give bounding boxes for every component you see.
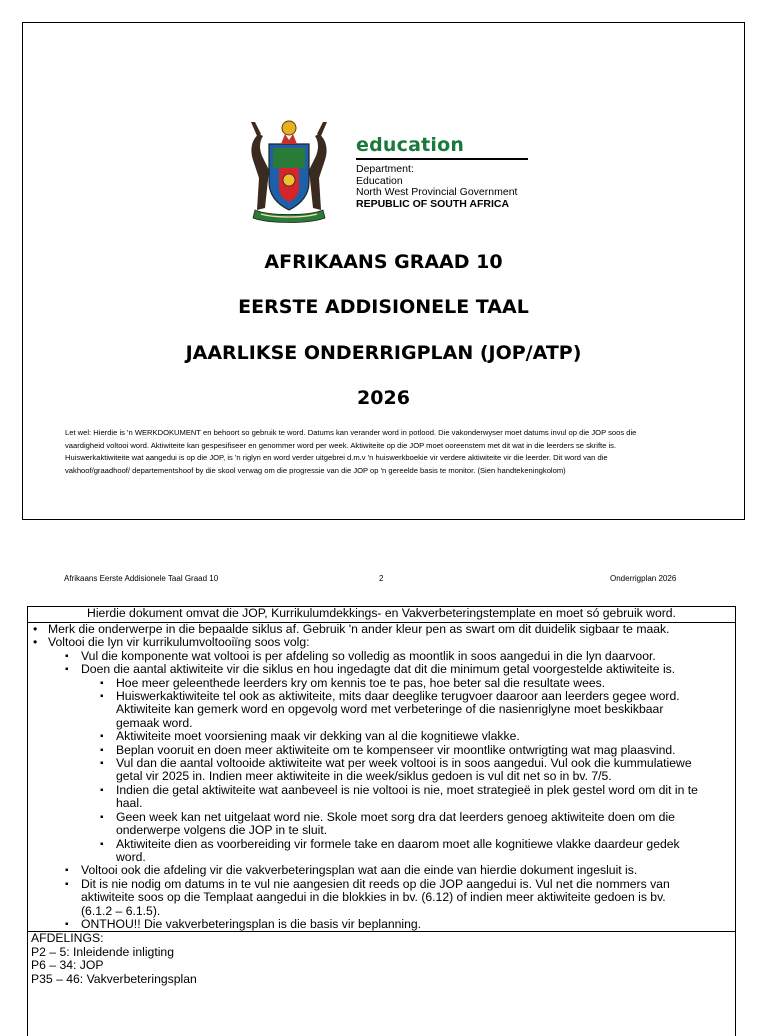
instruction-item: [28, 730, 735, 743]
instructions-table: [27, 606, 736, 1036]
instruction-line: ▪ Voltooi ook die afdeling vir die vakverbeteringsplan wat aan die einde van hierdie dokument ingesluit is.: [81, 863, 638, 878]
instruction-line: haal.: [116, 796, 143, 811]
instruction-line: ▪ Geen week kan net uitgelaat word nie. Skole moet sorg dra dat leerders genoeg aktiwiteite doen om die: [116, 809, 675, 824]
education-wordmark: education: [356, 134, 465, 156]
instruction-line: ▪ Indien die getal aktiwiteite wat aanbeveel is nie voltooi is nie, moet strategieë in plek gestel word om dit in te: [116, 782, 698, 797]
sections-block: [28, 931, 735, 986]
coat-of-arms-icon: [239, 118, 339, 224]
instruction-line: ▪ Vul die komponente wat voltooi is per afdeling so volledig as moontlik in soos aangedui in die lyn daarvoor.: [81, 648, 656, 663]
instruction-list: [28, 623, 735, 931]
logo-underline: [356, 158, 528, 160]
instruction-line: aktiwiteite soos op die Templaat aangedui in die blokkies in bv. (6.12) of indien meer aktiwiteite gedoen is bv.: [81, 890, 666, 905]
section-entry: P2 – 5: Inleidende inligting: [31, 944, 174, 959]
instruction-line: ▪ Vul dan die aantal voltooide aktiwiteite wat per week voltooi is in soos aangedui. Vul ook die kummulatiewe: [116, 756, 692, 771]
instruction-item: [28, 838, 735, 865]
department-line: North West Provincial Government: [356, 186, 518, 198]
instruction-item: [28, 878, 735, 918]
instruction-item: [28, 784, 735, 811]
instruction-item: [28, 811, 735, 838]
instruction-item: [28, 677, 735, 690]
instruction-item: [28, 744, 735, 757]
instruction-line: ▪ Huiswerkaktiwiteite tel ook as aktiwiteite, mits daar deeglike terugvoer daaroor aan leerders gegee word.: [116, 689, 680, 704]
instruction-line: getal vir 2025 in. Indien meer aktiwiteite in die week/siklus gedoen is vul dit net so in bv. 7/5.: [116, 769, 612, 784]
department-logo: [356, 134, 536, 210]
country-name: REPUBLIC OF SOUTH AFRICA: [356, 197, 510, 210]
note-line: Let wel: Hierdie is 'n WERKDOKUMENT en behoort so gebruik te word. Datums kan verander word in potlood. Die vakonderwyser moet datums invul op die JOP soos die: [65, 428, 637, 437]
instruction-line: onderwerpe volgens die JOP in te sluit.: [116, 823, 328, 838]
note-line: vakhoof/graadhoof/ departementshoof by die skool verwag om die progressie van die JOP op 'n gereelde basis te monitor. (Sien handtekeningkolom): [65, 465, 566, 475]
year-title: 2026: [357, 387, 410, 409]
instruction-line: gemaak word.: [116, 715, 193, 730]
instruction-item: [28, 663, 735, 676]
page-header-left: Afrikaans Eerste Addisionele Taal Graad 10: [64, 574, 219, 583]
instruction-line: • Voltooi die lyn vir kurrikulumvoltooiïng soos volg:: [48, 635, 310, 650]
department-line: Education: [356, 174, 403, 187]
instruction-item: [28, 623, 735, 636]
intro-row: Hierdie dokument omvat die JOP, Kurrikulumdekkings- en Vakverbeteringstemplate en moet só gebruik word.: [28, 607, 735, 623]
instruction-line: (6.1.2 – 6.1.5).: [81, 903, 161, 918]
cover-note: [65, 427, 715, 477]
instruction-item: [28, 650, 735, 663]
instruction-item: [28, 918, 735, 931]
section-entry: P35 – 46: Vakverbeteringsplan: [31, 971, 197, 986]
cover-page: [22, 22, 745, 520]
instruction-line: Aktiwiteite kan gemerk word en opgevolg word met verbeteringe of die nasienriglyne moet beskikbaar: [116, 702, 664, 717]
instruction-line: ▪ Aktiwiteite dien as voorbereiding vir formele take en daarom moet alle kognitiewe vlakke daardeur gedek: [116, 836, 680, 851]
instruction-item: [28, 690, 735, 730]
instruction-line: ▪ Aktiwiteite moet voorsiening maak vir dekking van al die kognitiewe vlakke.: [116, 729, 520, 744]
language-level-title: EERSTE ADDISIONELE TAAL: [238, 296, 529, 318]
sections-title: AFDELINGS:: [31, 931, 104, 946]
subject-title: AFRIKAANS GRAAD 10: [264, 251, 503, 273]
instruction-item: [28, 636, 735, 649]
page-header-right: Onderrigplan 2026: [610, 574, 677, 583]
plan-title: JAARLIKSE ONDERRIGPLAN (JOP/ATP): [185, 342, 582, 364]
instruction-line: ▪ Hoe meer geleenthede leerders kry om kennis toe te pas, hoe beter sal die resultate wees.: [116, 675, 606, 690]
page-number: 2: [379, 574, 384, 583]
instruction-line: ▪ ONTHOU!! Die vakverbeteringsplan is die basis vir beplanning.: [81, 916, 422, 931]
note-line: Huiswerkaktiwiteite wat aangedui is op die JOP, is 'n riglyn en word verder uitgebrei d.m.v 'n huiswerkboekie vir verdere aktiwiteite vir die leerder. Dit word van die: [65, 453, 608, 462]
section-entry: P6 – 34: JOP: [31, 958, 104, 973]
department-line: Department:: [356, 163, 414, 175]
instruction-item: [28, 757, 735, 784]
instruction-line: ▪ Beplan vooruit en doen meer aktiwiteite om te kompenseer vir moontlike ontwrigting wat mag plaasvind.: [116, 742, 676, 757]
instruction-line: ▪ Dit is nie nodig om datums in te vul nie aangesien dit reeds op die JOP aangedui is. Vul net die nommers van: [81, 876, 670, 891]
instruction-line: word.: [116, 849, 146, 864]
instruction-item: [28, 864, 735, 877]
instruction-line: • Merk die onderwerpe in die bepaalde siklus af. Gebruik 'n ander kleur pen as swart om dit duidelik sigbaar te maak.: [48, 622, 670, 636]
note-line: vaardigheid voltooi word. Aktiwiteite kan gespesifiseer en genommer word per week. Aktiwiteite op die JOP moet ooreenstem met dit wat in die leerders se skrifte is.: [65, 440, 617, 450]
instruction-line: ▪ Doen die aantal aktiwiteite vir die siklus en hou ingedagte dat dit die minimum getal voorgestelde aktiwiteite is.: [81, 662, 676, 677]
